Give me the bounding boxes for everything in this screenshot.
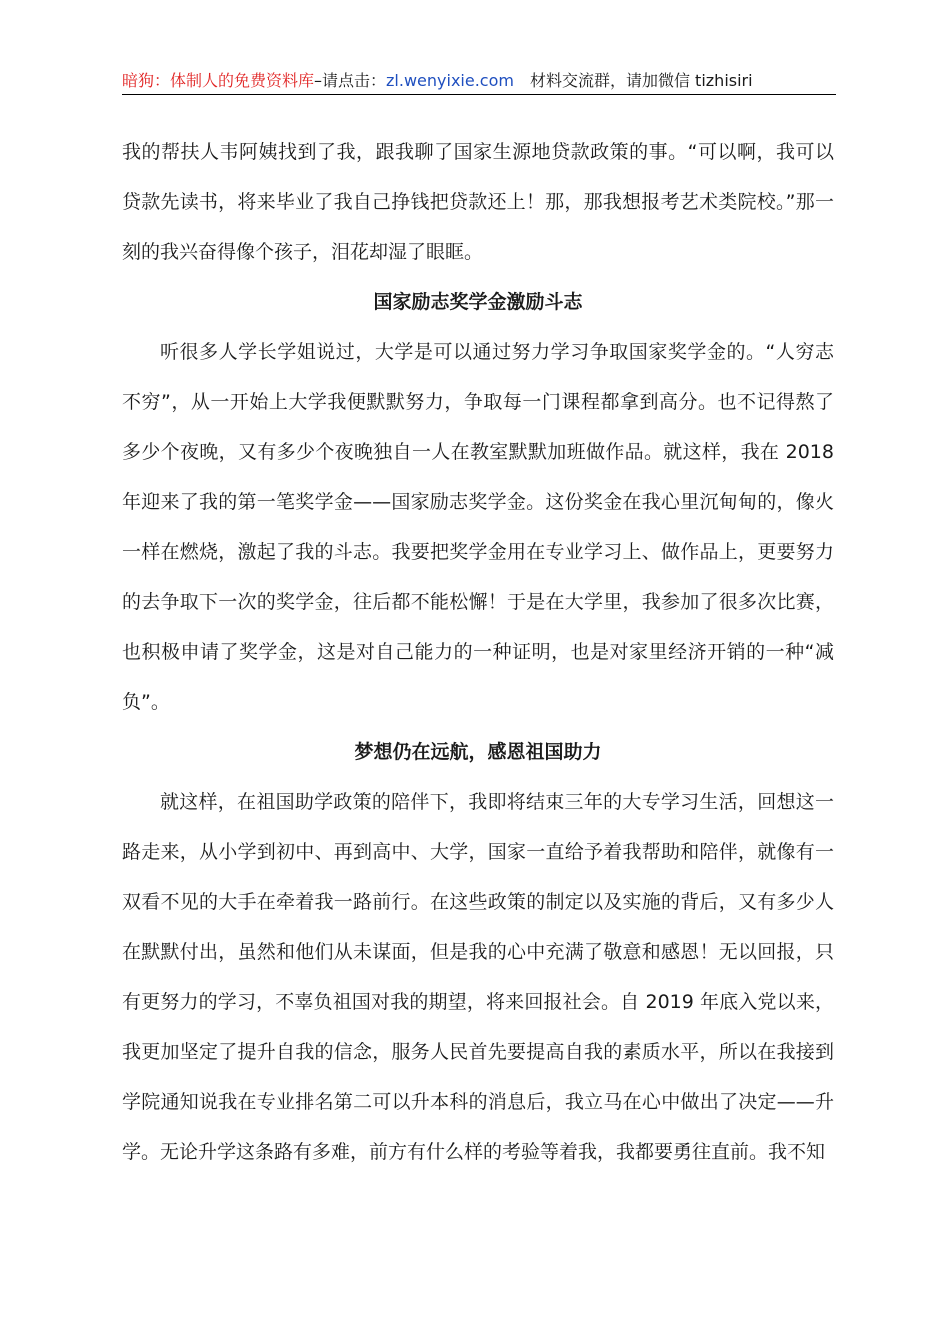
document-body [122,127,834,1177]
header-group-info: 材料交流群，请加微信 tizhisiri [529,71,753,90]
header-site-link[interactable]: zl.wenyixie.com [386,71,514,90]
section-heading-2: 梦想仍在远航，感恩祖国助力 [354,741,602,763]
paragraph-1: 我的帮扶人韦阿姨找到了我，跟我聊了国家生源地贷款政策的事。“可以啊，我可以贷款先读书，将来毕业了我自己挣钱把贷款还上！那，那我想报考艺术类院校。”那一刻的我兴奋得像个孩子，泪花却湿了眼眶。 [122,141,834,263]
header-brand: 暗狗：体制人的免费资料库 [122,71,315,90]
paragraph-3: 就这样，在祖国助学政策的陪伴下，我即将结束三年的大专学习生活，回想这一路走来，从小学到初中、再到高中、大学，国家一直给予着我帮助和陪伴，就像有一双看不见的大手在牵着我一路前行。在这些政策的制定以及实施的背后，又有多少人在默默付出，虽然和他们从未谋面，但是我的心中充满了敬意和感恩！无以回报，只有更努力的学习，不辜负祖国对我的期望，将来回报社会。自 2019 年底入党以来，我更加坚定了提升自我的信念，服务人民首先要提高自我的素质水平，所以在我接到学院通知说我在专业排名第二可以升本科的消息后，我立马在心中做出了决定——升学。无论升学这条路有多难，前方有什么样的考验等着我，我都要勇往直前。我不知 [122,791,834,1163]
header-click-prefix: –请点击： [314,71,387,90]
section-heading-1: 国家励志奖学金激励斗志 [373,291,583,313]
page-header [122,68,836,95]
paragraph-2: 听很多人学长学姐说过，大学是可以通过努力学习争取国家奖学金的。“人穷志不穷”，从一开始上大学我便默默努力，争取每一门课程都拿到高分。也不记得熬了多少个夜晚，又有多少个夜晚独自一人在教室默默加班做作品。就这样，我在 2018 年迎来了我的第一笔奖学金——国家励志奖学金。这份奖金在我心里沉甸甸的，像火一样在燃烧，激起了我的斗志。我要把奖学金用在专业学习上、做作品上，更要努力的去争取下一次的奖学金，往后都不能松懈！于是在大学里，我参加了很多次比赛，也积极申请了奖学金，这是对自己能力的一种证明，也是对家里经济开销的一种“减负”。 [122,341,834,713]
